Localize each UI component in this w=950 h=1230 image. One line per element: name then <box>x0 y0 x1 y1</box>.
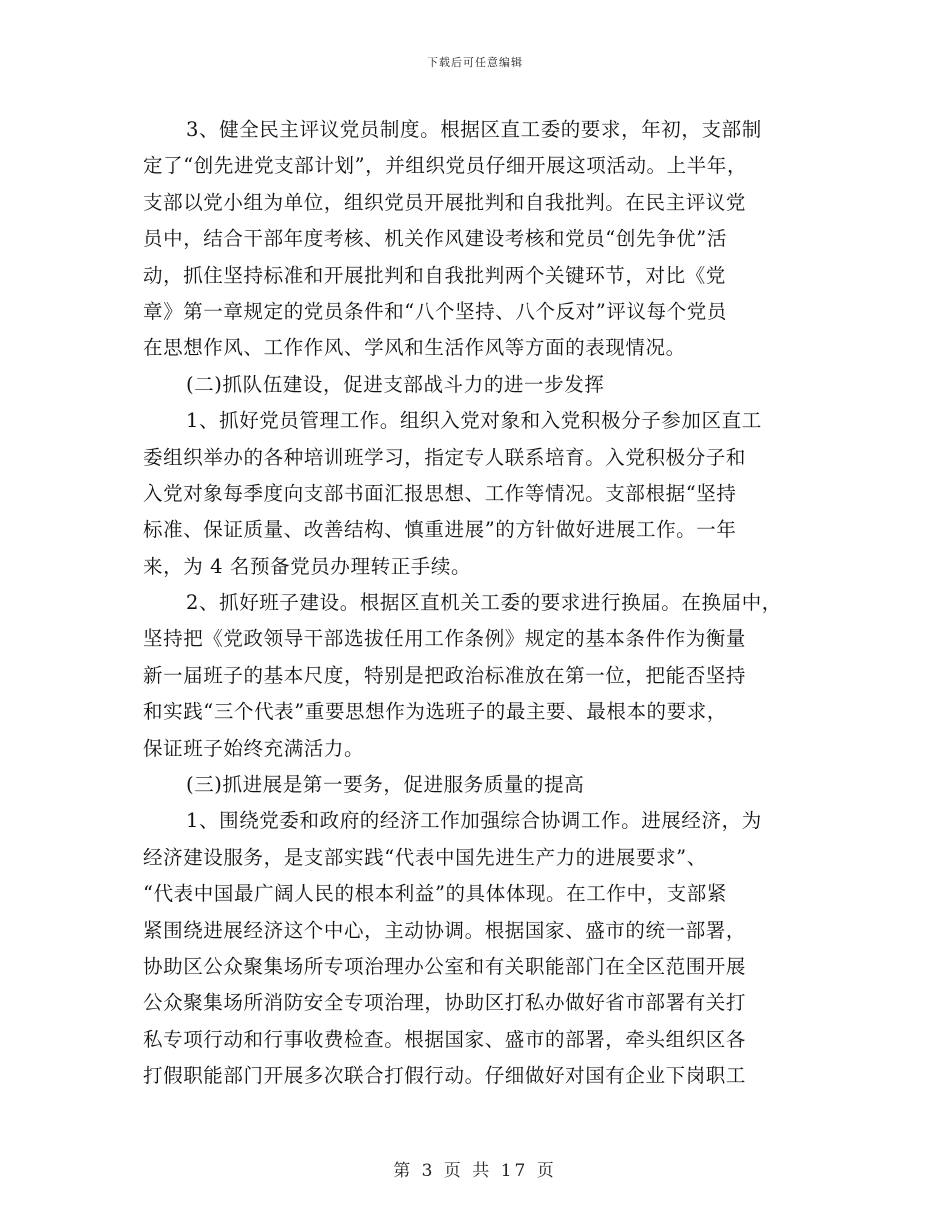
text-line: 紧围绕进展经济这个中心，主动协调。根据国家、盛市的统一部署， <box>143 918 747 942</box>
text-line: 保证班子始终充满活力。 <box>143 736 365 760</box>
text-line: 和实践“三个代表”重要思想作为选班子的最主要、最根本的要求， <box>143 700 727 724</box>
section-heading: (三)抓进展是第一要务，促进服务质量的提高 <box>186 773 585 797</box>
text-line: 在思想作风、工作作风、学风和生活作风等方面的表现情况。 <box>143 336 686 360</box>
page-header: 下载后可任意编辑 <box>427 56 523 69</box>
text-line: 来，为 4 名预备党员办理转正手续。 <box>143 554 472 578</box>
text-line: 标准、保证质量、改善结构、慎重进展”的方针做好进展工作。一年 <box>143 518 737 542</box>
text-line: 委组织举办的各种培训班学习，指定专人联系培育。入党积极分子和 <box>143 445 747 469</box>
text-line: 定了“创先进党支部计划”，并组织党员仔细开展这项活动。上半年， <box>143 154 748 178</box>
text-line: 2、抓好班子建设。根据区直机关工委的要求进行换届。在换届中， <box>186 591 782 615</box>
text-line: 员中，结合干部年度考核、机关作风建设考核和党员“创先争优”活 <box>143 227 727 251</box>
page-footer: 第 3 页 共 17 页 <box>393 1161 557 1181</box>
text-line: 动，抓住坚持标准和开展批判和自我批判两个关键环节，对比《党 <box>143 263 726 287</box>
section-heading: (二)抓队伍建设，促进支部战斗力的进一步发挥 <box>186 372 605 396</box>
text-line: “代表中国最广阔人民的根本利益”的具体体现。在工作中，支部紧 <box>143 882 727 906</box>
text-line: 支部以党小组为单位，组织党员开展批判和自我批判。在民主评议党 <box>143 190 747 214</box>
text-line: 协助区公众聚集场所专项治理办公室和有关职能部门在全区范围开展 <box>143 954 747 978</box>
text-line: 打假职能部门开展多次联合打假行动。仔细做好对国有企业下岗职工 <box>143 1064 747 1088</box>
text-line: 1、抓好党员管理工作。组织入党对象和入党积极分子参加区直工 <box>186 409 762 433</box>
text-line: 坚持把《党政领导干部选拔任用工作条例》规定的基本条件作为衡量 <box>143 627 747 651</box>
text-line: 公众聚集场所消防安全专项治理，协助区打私办做好省市部署有关打 <box>143 991 747 1015</box>
text-line: 1、围绕党委和政府的经济工作加强综合协调工作。进展经济，为 <box>186 809 762 833</box>
document-body <box>143 112 823 1095</box>
text-line: 3、健全民主评议党员制度。根据区直工委的要求，年初，支部制 <box>186 118 762 141</box>
text-line: 经济建设服务，是支部实践“代表中国先进生产力的进展要求”、 <box>143 845 707 869</box>
text-line: 私专项行动和行事收费检查。根据国家、盛市的部署，牵头组织区各 <box>143 1027 747 1051</box>
text-line: 入党对象每季度向支部书面汇报思想、工作等情况。支部根据“坚持 <box>143 481 737 505</box>
text-line: 章》第一章规定的党员条件和“八个坚持、八个反对”评议每个党员 <box>143 299 727 323</box>
text-line: 新一届班子的基本尺度，特别是把政治标准放在第一位，把能否坚持 <box>143 663 747 687</box>
